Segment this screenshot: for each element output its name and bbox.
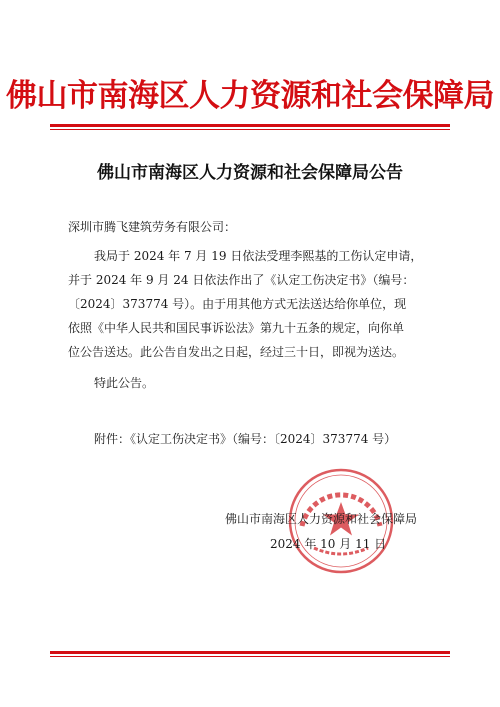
footer-rule-thin (50, 656, 450, 657)
letterhead-rule-thick (50, 124, 450, 127)
addressee: 深圳市腾飞建筑劳务有限公司： (68, 220, 237, 234)
body-line: 依照《中华人民共和国民事诉讼法》第九十五条的规定，向你单 (68, 321, 405, 335)
attachment-line: 附件：《认定工伤决定书》（编号：〔2024〕373774 号） (94, 432, 397, 446)
signature-date: 2024 年 10 月 11 日 (270, 537, 387, 551)
footer-rule-thick (50, 651, 450, 654)
letterhead-rule-thin (50, 129, 450, 130)
body-line: 我局于 2024 年 7 月 19 日依法受理李熙基的工伤认定申请， (94, 249, 423, 263)
body-line: 并于 2024 年 9 月 24 日依法作出了《认定工伤决定书》（编号： (68, 273, 415, 287)
notice-title: 佛山市南海区人力资源和社会保障局公告 (97, 163, 403, 183)
closing-text: 特此公告。 (94, 376, 155, 390)
body-line: 位公告送达。此公告自发出之日起，经过三十日，即视为送达。 (68, 345, 405, 359)
letterhead-org-name: 佛山市南海区人力资源和社会保障局 (6, 78, 494, 114)
signature-org: 佛山市南海区人力资源和社会保障局 (225, 512, 418, 526)
body-line: 〔2024〕373774 号）。由于用其他方式无法送达给你单位，现 (68, 297, 407, 311)
